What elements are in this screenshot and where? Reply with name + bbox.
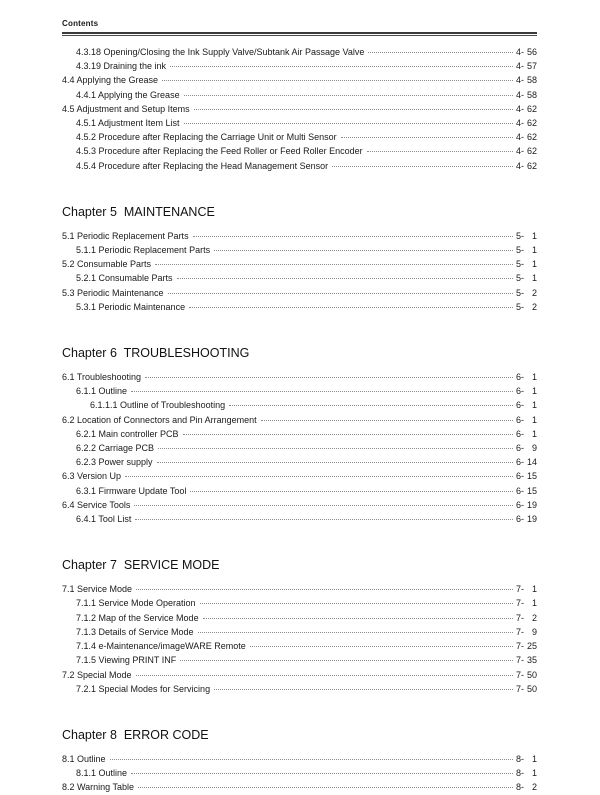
toc-entry[interactable]	[62, 59, 537, 73]
page-number: 1	[531, 598, 537, 609]
toc-entry-title: 6.2.3 Power supply	[76, 457, 153, 468]
dot-leader	[168, 287, 513, 296]
toc-entry[interactable]	[62, 668, 537, 682]
toc-entry-page	[514, 370, 537, 384]
header-title: Contents	[62, 19, 99, 28]
toc-entry-title: 5.2.1 Consumable Parts	[76, 273, 173, 284]
dot-leader	[341, 131, 513, 140]
page-number: 9	[531, 626, 537, 637]
toc-entry-page	[514, 498, 537, 512]
page-chapter-prefix: 5-	[515, 287, 524, 298]
toc-section-chapter-7	[62, 557, 537, 696]
dot-leader	[131, 767, 513, 776]
toc-entry-title: 5.2 Consumable Parts	[62, 259, 152, 270]
toc-entry-title: 4.5.4 Procedure after Replacing the Head Management Sensor	[76, 160, 329, 171]
toc-entry-title: 7.1.2 Map of the Service Mode	[76, 612, 199, 623]
toc-entry-page	[514, 752, 537, 766]
table-of-contents	[62, 45, 537, 795]
chapter-heading: Chapter 6 TROUBLESHOOTING	[62, 346, 250, 361]
toc-entry-title: 8.2 Warning Table	[62, 782, 135, 793]
page-number: 1	[531, 386, 537, 397]
toc-entry[interactable]	[62, 625, 537, 639]
toc-section-chapter-6	[62, 345, 537, 526]
page-chapter-prefix: 6-	[515, 471, 524, 482]
page-chapter-prefix: 8-	[515, 768, 524, 779]
header-rule-thin	[62, 35, 537, 36]
dot-leader	[214, 244, 513, 253]
page-number: 1	[531, 400, 537, 411]
toc-entry-title: 8.1.1 Outline	[76, 768, 128, 779]
toc-entry-page	[514, 682, 537, 696]
toc-section-chapter-8	[62, 727, 537, 795]
dot-leader	[261, 414, 513, 423]
toc-entry[interactable]	[62, 455, 537, 469]
toc-entry[interactable]	[62, 498, 537, 512]
toc-entry[interactable]	[62, 596, 537, 610]
dot-leader	[180, 654, 513, 663]
toc-entry-title: 6.2.1 Main controller PCB	[76, 428, 179, 439]
dot-leader	[189, 301, 513, 310]
section-spacer	[62, 696, 537, 727]
toc-entry-page	[514, 271, 537, 285]
toc-entry-page	[514, 512, 537, 526]
toc-entry-title: 6.4 Service Tools	[62, 499, 131, 510]
toc-entry[interactable]	[62, 300, 537, 314]
page-chapter-prefix: 6-	[515, 400, 524, 411]
page-number: 19	[526, 514, 537, 525]
toc-entry-title: 5.3 Periodic Maintenance	[62, 287, 164, 298]
toc-entry[interactable]	[62, 484, 537, 498]
toc-entry-title: 7.1.1 Service Mode Operation	[76, 598, 196, 609]
page-chapter-prefix: 6-	[515, 428, 524, 439]
toc-entry-page	[514, 668, 537, 682]
section-spacer	[62, 314, 537, 345]
page-number: 35	[526, 655, 537, 666]
page-number: 1	[531, 230, 537, 241]
toc-entry-title: 7.1.4 e-Maintenance/imageWARE Remote	[76, 641, 246, 652]
toc-entry-title: 4.5.3 Procedure after Replacing the Feed Roller or Feed Roller Encoder	[76, 146, 363, 157]
page-chapter-prefix: 4-	[515, 103, 524, 114]
page-number: 14	[526, 457, 537, 468]
page-chapter-prefix: 4-	[515, 75, 524, 86]
page-chapter-prefix: 4-	[515, 132, 524, 143]
toc-entry-page	[514, 144, 537, 158]
toc-entry[interactable]	[62, 398, 537, 412]
toc-entry-title: 4.5.1 Adjustment Item List	[76, 118, 180, 129]
toc-entry[interactable]	[62, 413, 537, 427]
page-number: 50	[526, 669, 537, 680]
dot-leader	[177, 272, 513, 281]
page-number: 1	[531, 584, 537, 595]
page-chapter-prefix: 6-	[515, 372, 524, 383]
dot-leader	[110, 753, 513, 762]
page-chapter-prefix: 7-	[515, 584, 524, 595]
dot-leader	[203, 612, 513, 621]
toc-entry[interactable]	[62, 45, 537, 59]
page-chapter-prefix: 7-	[515, 669, 524, 680]
toc-entry-page	[514, 45, 537, 59]
toc-entry-page	[514, 130, 537, 144]
page-chapter-prefix: 7-	[515, 683, 524, 694]
page-chapter-prefix: 6-	[515, 443, 524, 454]
toc-entry-title: 6.2.2 Carriage PCB	[76, 443, 155, 454]
dot-leader	[125, 470, 513, 479]
toc-entry[interactable]	[62, 469, 537, 483]
page-chapter-prefix: 6-	[515, 414, 524, 425]
toc-entry-title: 4.4.1 Applying the Grease	[76, 89, 180, 100]
page-number: 1	[531, 768, 537, 779]
dot-leader	[136, 583, 513, 592]
page-chapter-prefix: 6-	[515, 485, 524, 496]
toc-entry-title: 6.4.1 Tool List	[76, 514, 132, 525]
toc-entry-title: 6.1 Troubleshooting	[62, 372, 142, 383]
toc-entry-page	[514, 441, 537, 455]
page-number: 2	[531, 782, 537, 793]
toc-entry-title: 4.4 Applying the Grease	[62, 75, 159, 86]
dot-leader	[155, 258, 513, 267]
dot-leader	[367, 145, 513, 154]
page-chapter-prefix: 7-	[515, 612, 524, 623]
toc-entry-page	[514, 596, 537, 610]
chapter-heading: Chapter 8 ERROR CODE	[62, 727, 209, 742]
page-number: 62	[526, 132, 537, 143]
toc-entry-title: 4.5.2 Procedure after Replacing the Carriage Unit or Multi Sensor	[76, 132, 337, 143]
dot-leader	[184, 117, 513, 126]
dot-leader	[193, 230, 513, 239]
toc-entry[interactable]	[62, 639, 537, 653]
toc-entry-title: 5.3.1 Periodic Maintenance	[76, 301, 186, 312]
page-chapter-prefix: 6-	[515, 457, 524, 468]
page-chapter-prefix: 4-	[515, 160, 524, 171]
dot-leader	[194, 103, 513, 112]
toc-entry-page	[514, 611, 537, 625]
page-chapter-prefix: 8-	[515, 753, 524, 764]
dot-leader	[162, 74, 513, 83]
toc-entry[interactable]	[62, 370, 537, 384]
toc-entry[interactable]	[62, 159, 537, 173]
toc-entry[interactable]	[62, 116, 537, 130]
page-chapter-prefix: 5-	[515, 259, 524, 270]
chapter-heading: Chapter 7 SERVICE MODE	[62, 558, 220, 573]
page-chapter-prefix: 4-	[515, 89, 524, 100]
page-chapter-prefix: 5-	[515, 245, 524, 256]
dot-leader	[183, 428, 513, 437]
toc-entry[interactable]	[62, 130, 537, 144]
toc-entry[interactable]	[62, 271, 537, 285]
toc-entry-page	[514, 286, 537, 300]
page-number: 15	[526, 485, 537, 496]
toc-entry[interactable]	[62, 243, 537, 257]
toc-entry-page	[514, 469, 537, 483]
page-number: 2	[531, 612, 537, 623]
toc-entry-page	[514, 427, 537, 441]
section-spacer	[62, 526, 537, 557]
toc-entry[interactable]	[62, 441, 537, 455]
toc-entry-title: 7.1 Service Mode	[62, 584, 133, 595]
page-number: 15	[526, 471, 537, 482]
page-number: 1	[531, 372, 537, 383]
toc-entry-page	[514, 766, 537, 780]
page-number: 1	[531, 259, 537, 270]
toc-entry[interactable]	[62, 582, 537, 596]
page-number: 1	[531, 753, 537, 764]
toc-entry-page	[514, 413, 537, 427]
toc-entry-page	[514, 257, 537, 271]
dot-leader	[136, 669, 513, 678]
toc-entry-title: 5.1.1 Periodic Replacement Parts	[76, 245, 211, 256]
toc-entry-title: 7.1.3 Details of Service Mode	[76, 626, 194, 637]
toc-entry-page	[514, 102, 537, 116]
page-chapter-prefix: 5-	[515, 301, 524, 312]
page-number: 56	[526, 47, 537, 57]
toc-entry-page	[514, 73, 537, 87]
dot-leader	[138, 781, 513, 790]
toc-section-chapter-4-continued	[62, 45, 537, 173]
toc-entry[interactable]	[62, 427, 537, 441]
toc-entry-title: 7.1.5 Viewing PRINT INF	[76, 655, 177, 666]
toc-entry[interactable]	[62, 144, 537, 158]
toc-entry[interactable]	[62, 611, 537, 625]
toc-entry-title: 6.3 Version Up	[62, 471, 122, 482]
page-chapter-prefix: 4-	[515, 118, 524, 129]
page-number: 62	[526, 160, 537, 171]
page-chapter-prefix: 6-	[515, 514, 524, 525]
page-number: 1	[531, 245, 537, 256]
toc-entry-page	[514, 59, 537, 73]
page-chapter-prefix: 7-	[515, 655, 524, 666]
toc-entry[interactable]	[62, 752, 537, 766]
toc-entry-page	[514, 159, 537, 173]
toc-entry-page	[514, 455, 537, 469]
page-chapter-prefix: 7-	[515, 641, 524, 652]
page-chapter-prefix: 4-	[515, 146, 524, 157]
toc-entry[interactable]	[62, 384, 537, 398]
page-chapter-prefix: 6-	[515, 499, 524, 510]
page-number: 62	[526, 118, 537, 129]
toc-entry-title: 6.1.1 Outline	[76, 386, 128, 397]
section-spacer	[62, 173, 537, 204]
dot-leader	[135, 513, 513, 522]
page-number: 1	[531, 428, 537, 439]
toc-entry-page	[514, 639, 537, 653]
toc-entry-title: 7.2.1 Special Modes for Servicing	[76, 683, 211, 694]
toc-entry-page	[514, 484, 537, 498]
toc-entry-title: 7.2 Special Mode	[62, 669, 132, 680]
page-number: 58	[526, 75, 537, 86]
toc-entry-title: 5.1 Periodic Replacement Parts	[62, 230, 189, 241]
dot-leader	[200, 597, 513, 606]
page-chapter-prefix: 7-	[515, 598, 524, 609]
page-number: 1	[531, 273, 537, 284]
page-number: 25	[526, 641, 537, 652]
dot-leader	[368, 46, 513, 55]
toc-entry-title: 8.1 Outline	[62, 753, 106, 764]
dot-leader	[229, 399, 513, 408]
page-chapter-prefix: 5-	[515, 273, 524, 284]
dot-leader	[184, 89, 513, 98]
toc-entry-page	[514, 384, 537, 398]
dot-leader	[157, 456, 513, 465]
toc-entry-title: 4.3.19 Draining the ink	[76, 61, 167, 72]
dot-leader	[131, 385, 513, 394]
toc-entry[interactable]	[62, 88, 537, 102]
toc-entry-title: 6.2 Location of Connectors and Pin Arrangement	[62, 414, 257, 425]
toc-entry[interactable]	[62, 780, 537, 794]
toc-section-chapter-5	[62, 204, 537, 314]
page-number: 2	[531, 287, 537, 298]
page-number: 9	[531, 443, 537, 454]
page-chapter-prefix: 8-	[515, 782, 524, 793]
page-chapter-prefix: 7-	[515, 626, 524, 637]
toc-entry-page	[514, 780, 537, 794]
toc-entry-title: 4.3.18 Opening/Closing the Ink Supply Valve/Subtank Air Passage Valve	[76, 47, 365, 57]
dot-leader	[134, 499, 513, 508]
toc-entry[interactable]	[62, 653, 537, 667]
toc-entry[interactable]	[62, 512, 537, 526]
chapter-heading: Chapter 5 MAINTENANCE	[62, 204, 215, 219]
toc-entry[interactable]	[62, 73, 537, 87]
page-number: 1	[531, 414, 537, 425]
header-rule-thick	[62, 32, 537, 34]
toc-entry-page	[514, 653, 537, 667]
toc-entry-title: 6.3.1 Firmware Update Tool	[76, 485, 187, 496]
dot-leader	[190, 485, 513, 494]
page-number: 62	[526, 103, 537, 114]
page-number: 58	[526, 89, 537, 100]
toc-entry[interactable]	[62, 682, 537, 696]
toc-entry-page	[514, 625, 537, 639]
dot-leader	[250, 640, 513, 649]
page-number: 57	[526, 61, 537, 72]
toc-entry-page	[514, 88, 537, 102]
toc-entry-page	[514, 116, 537, 130]
toc-entry-page	[514, 582, 537, 596]
toc-entry-title: 6.1.1.1 Outline of Troubleshooting	[90, 400, 226, 411]
toc-entry-title: 4.5 Adjustment and Setup Items	[62, 103, 190, 114]
toc-entry[interactable]	[62, 286, 537, 300]
dot-leader	[198, 626, 513, 635]
toc-entry-page	[514, 300, 537, 314]
page-number: 62	[526, 146, 537, 157]
page-chapter-prefix: 6-	[515, 386, 524, 397]
dot-leader	[170, 60, 513, 69]
toc-entry[interactable]	[62, 229, 537, 243]
page-number: 50	[526, 683, 537, 694]
toc-entry-page	[514, 229, 537, 243]
page-chapter-prefix: 4-	[515, 61, 524, 72]
running-header	[62, 18, 537, 36]
page-chapter-prefix: 5-	[515, 230, 524, 241]
dot-leader	[214, 683, 513, 692]
toc-entry[interactable]	[62, 766, 537, 780]
page-number: 2	[531, 301, 537, 312]
dot-leader	[145, 371, 513, 380]
toc-entry-page	[514, 398, 537, 412]
toc-entry[interactable]	[62, 257, 537, 271]
dot-leader	[158, 442, 513, 451]
dot-leader	[332, 160, 513, 169]
toc-entry[interactable]	[62, 102, 537, 116]
page-number: 19	[526, 499, 537, 510]
page-chapter-prefix: 4-	[515, 47, 524, 57]
toc-entry-page	[514, 243, 537, 257]
